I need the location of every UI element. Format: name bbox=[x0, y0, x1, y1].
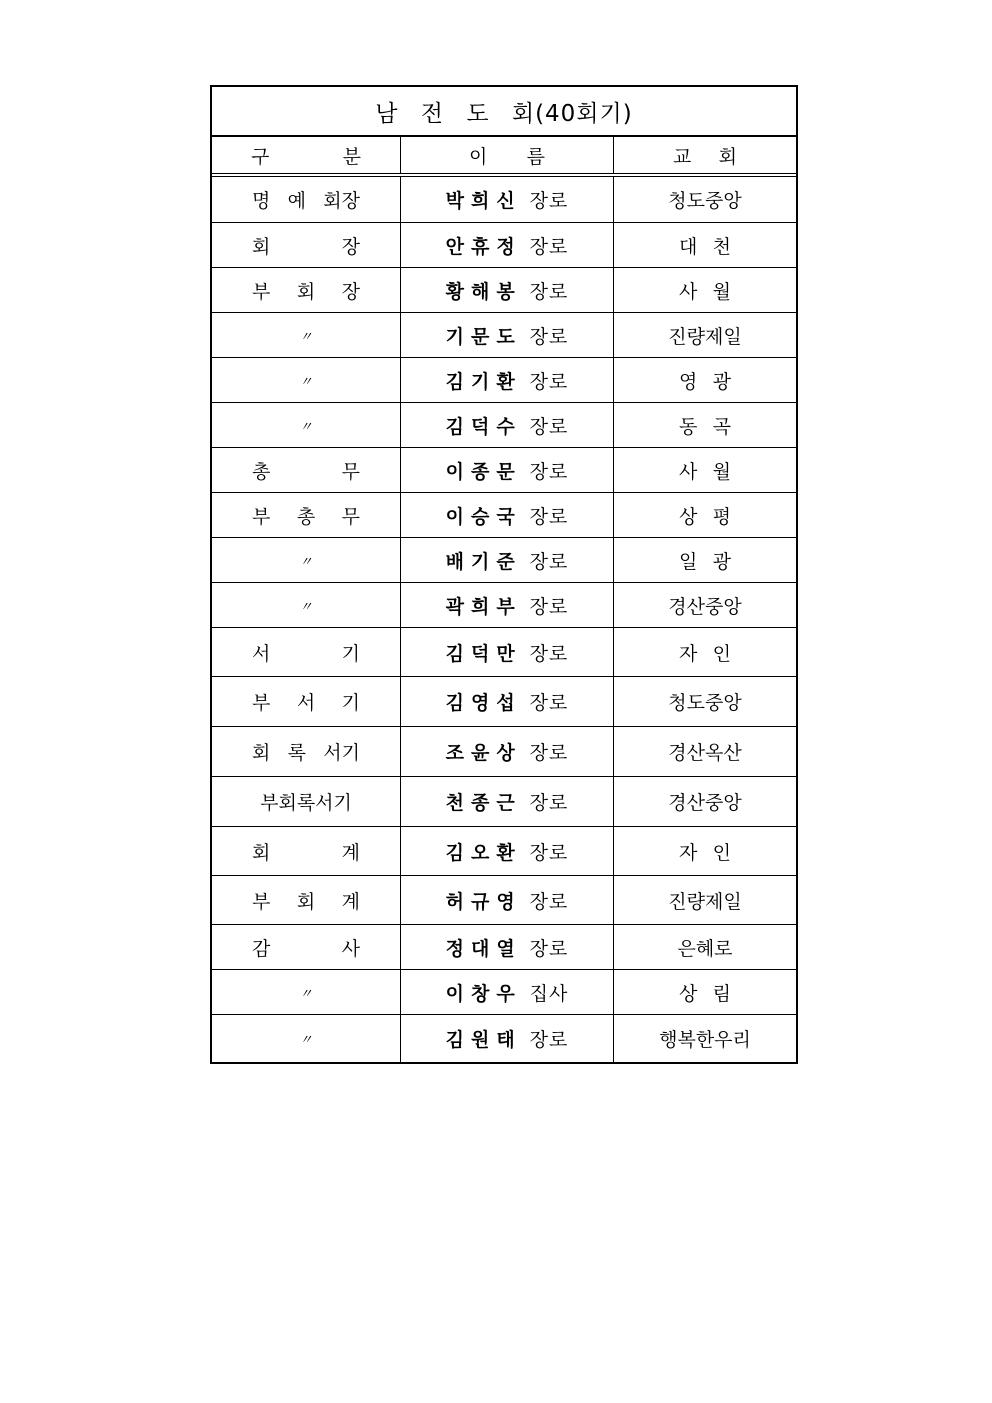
name-cell bbox=[401, 628, 614, 676]
name-cell bbox=[401, 1015, 614, 1062]
role-text bbox=[252, 688, 360, 715]
table-row bbox=[212, 925, 796, 970]
name-cell bbox=[401, 268, 614, 312]
person-name: 이창우 bbox=[445, 982, 522, 1005]
person-name: 박희신 bbox=[445, 190, 522, 212]
church-name bbox=[679, 367, 731, 394]
table-row bbox=[212, 677, 796, 727]
role-cell bbox=[212, 268, 401, 312]
church-name: 행복한우리 bbox=[659, 1029, 751, 1051]
church-name: 경산중앙 bbox=[668, 792, 742, 814]
role-part: 부 bbox=[252, 890, 271, 913]
role-part: 서 bbox=[252, 642, 271, 665]
table-row bbox=[212, 448, 796, 493]
role-part: 부 bbox=[252, 505, 271, 528]
name-cell bbox=[401, 876, 614, 924]
table-title bbox=[212, 87, 796, 137]
church-rank: 장로 bbox=[529, 890, 569, 913]
role-text bbox=[252, 639, 360, 666]
person-name: 이승국 bbox=[445, 505, 522, 528]
role-part: 기 bbox=[341, 642, 360, 665]
church-name bbox=[679, 502, 731, 529]
church-char: 영 bbox=[679, 370, 698, 393]
person-name: 기문도 bbox=[445, 325, 522, 348]
church-char: 자 bbox=[679, 642, 698, 665]
church-name: 청도중앙 bbox=[668, 692, 742, 714]
table-row bbox=[212, 777, 796, 827]
church-rank: 장로 bbox=[529, 642, 569, 665]
church-rank: 장로 bbox=[529, 742, 569, 764]
role-part: 감 bbox=[252, 937, 271, 960]
church-char: 상 bbox=[679, 982, 698, 1005]
table-body bbox=[212, 177, 796, 1062]
church-rank: 장로 bbox=[529, 190, 569, 212]
role-part: 총 bbox=[296, 505, 316, 528]
church-char: 곡 bbox=[712, 415, 731, 438]
person-name: 정대열 bbox=[445, 937, 522, 960]
church-name bbox=[679, 639, 731, 666]
role-cell bbox=[212, 777, 401, 826]
role-cell bbox=[212, 403, 401, 447]
church-name bbox=[679, 457, 731, 484]
church-cell bbox=[614, 727, 796, 776]
name-cell bbox=[401, 777, 614, 826]
table-row bbox=[212, 727, 796, 777]
person-name: 곽희부 bbox=[445, 595, 522, 618]
person-name: 김덕만 bbox=[445, 642, 522, 665]
person-name: 조윤상 bbox=[445, 742, 522, 764]
ditto-mark: 〃 bbox=[299, 419, 313, 435]
church-cell bbox=[614, 925, 796, 969]
church-rank: 장로 bbox=[529, 505, 569, 528]
church-char: 천 bbox=[712, 235, 731, 258]
name-cell bbox=[401, 538, 614, 582]
header-name-char: 름 bbox=[526, 145, 545, 168]
church-rank: 장로 bbox=[529, 370, 569, 393]
church-cell bbox=[614, 177, 796, 222]
role-part: 회 bbox=[296, 890, 316, 913]
church-cell bbox=[614, 970, 796, 1014]
table-row bbox=[212, 177, 796, 223]
church-cell bbox=[614, 827, 796, 875]
role-cell bbox=[212, 1015, 401, 1062]
church-cell bbox=[614, 448, 796, 492]
church-rank: 장로 bbox=[529, 841, 569, 864]
ditto-mark: 〃 bbox=[299, 986, 313, 1002]
church-cell bbox=[614, 777, 796, 826]
role-cell bbox=[212, 727, 401, 776]
church-rank: 장로 bbox=[529, 792, 569, 814]
person-name: 이종문 bbox=[445, 460, 522, 483]
role-cell bbox=[212, 677, 401, 726]
church-cell bbox=[614, 677, 796, 726]
ditto-mark: 〃 bbox=[299, 1033, 313, 1048]
church-char: 광 bbox=[712, 370, 731, 393]
name-cell bbox=[401, 925, 614, 969]
role-cell bbox=[212, 448, 401, 492]
table-row bbox=[212, 493, 796, 538]
role-part: 예 bbox=[287, 190, 306, 212]
role-part: 기 bbox=[341, 692, 360, 714]
role-part: 계 bbox=[341, 841, 360, 864]
name-cell bbox=[401, 727, 614, 776]
table-row bbox=[212, 1015, 796, 1062]
name-cell bbox=[401, 358, 614, 402]
name-cell bbox=[401, 493, 614, 537]
role-cell bbox=[212, 358, 401, 402]
church-name: 청도중앙 bbox=[668, 190, 742, 212]
church-char: 평 bbox=[712, 505, 731, 528]
role-part: 회 bbox=[252, 841, 271, 864]
role-part: 회 bbox=[296, 280, 316, 303]
table-row bbox=[212, 223, 796, 268]
role-part: 서기 bbox=[323, 742, 360, 764]
role-text bbox=[252, 838, 360, 865]
church-cell bbox=[614, 538, 796, 582]
role-cell bbox=[212, 313, 401, 357]
church-cell bbox=[614, 583, 796, 627]
role-text bbox=[252, 502, 360, 529]
person-name: 김영섭 bbox=[445, 692, 522, 714]
church-char: 동 bbox=[679, 415, 698, 438]
role-text bbox=[252, 186, 360, 213]
role-part: 회 bbox=[252, 235, 271, 258]
role-part: 부 bbox=[252, 280, 271, 303]
church-cell bbox=[614, 313, 796, 357]
header-role-char: 구 bbox=[251, 145, 270, 168]
role-part: 무 bbox=[341, 505, 360, 528]
church-rank: 장로 bbox=[529, 692, 569, 714]
role-cell bbox=[212, 970, 401, 1014]
table-row bbox=[212, 313, 796, 358]
role-part: 명 bbox=[252, 190, 271, 212]
role-cell bbox=[212, 538, 401, 582]
role-text bbox=[252, 934, 360, 961]
role-text bbox=[252, 277, 360, 304]
church-char: 광 bbox=[712, 550, 731, 573]
church-char: 자 bbox=[679, 841, 698, 864]
church-name: 경산중앙 bbox=[668, 595, 742, 618]
header-church-char: 회 bbox=[718, 145, 737, 168]
title-text: 남 전 도 회(40회기) bbox=[375, 100, 633, 127]
church-cell bbox=[614, 1015, 796, 1062]
role-text bbox=[252, 457, 360, 484]
person-name: 허규영 bbox=[445, 890, 522, 913]
church-char: 상 bbox=[679, 505, 698, 528]
church-cell bbox=[614, 876, 796, 924]
header-role bbox=[212, 137, 401, 173]
table-row bbox=[212, 628, 796, 677]
role-part: 회장 bbox=[323, 190, 360, 212]
church-cell bbox=[614, 223, 796, 267]
role-cell bbox=[212, 827, 401, 875]
church-cell bbox=[614, 268, 796, 312]
role-part: 장 bbox=[341, 280, 360, 303]
header-church bbox=[614, 137, 796, 173]
church-rank: 장로 bbox=[529, 1029, 569, 1051]
ditto-mark: 〃 bbox=[299, 374, 313, 390]
church-name: 은혜로 bbox=[677, 937, 733, 960]
ditto-mark: 〃 bbox=[299, 599, 313, 615]
name-cell bbox=[401, 313, 614, 357]
church-name bbox=[679, 232, 731, 259]
person-name: 김기환 bbox=[445, 370, 522, 393]
header-row bbox=[212, 137, 796, 177]
role-part: 록 bbox=[287, 742, 306, 764]
role-part: 서 bbox=[296, 692, 316, 714]
table-row bbox=[212, 970, 796, 1015]
church-char: 대 bbox=[679, 235, 698, 258]
person-name: 김오환 bbox=[445, 841, 522, 864]
name-cell bbox=[401, 223, 614, 267]
church-cell bbox=[614, 403, 796, 447]
ditto-mark: 〃 bbox=[299, 554, 313, 570]
person-name: 황해봉 bbox=[445, 280, 522, 303]
church-rank: 장로 bbox=[529, 595, 569, 618]
church-rank: 장로 bbox=[529, 415, 569, 438]
name-cell bbox=[401, 177, 614, 222]
church-rank: 장로 bbox=[529, 460, 569, 483]
role-part: 사 bbox=[341, 937, 360, 960]
church-char: 사 bbox=[679, 280, 698, 303]
person-name: 배기준 bbox=[445, 550, 522, 573]
officer-roster-table bbox=[210, 85, 798, 1064]
header-role-char: 분 bbox=[342, 145, 361, 168]
role-cell bbox=[212, 628, 401, 676]
church-char: 인 bbox=[712, 642, 731, 665]
church-name bbox=[679, 838, 731, 865]
role-part: 총 bbox=[252, 460, 271, 483]
ditto-mark: 〃 bbox=[299, 329, 313, 345]
church-rank: 장로 bbox=[529, 937, 569, 960]
church-char: 월 bbox=[712, 280, 731, 303]
table-row bbox=[212, 358, 796, 403]
role-text: 부회록서기 bbox=[260, 792, 352, 814]
role-cell bbox=[212, 583, 401, 627]
role-part: 계 bbox=[341, 890, 360, 913]
header-name bbox=[401, 137, 614, 173]
role-part: 장 bbox=[341, 235, 360, 258]
church-rank: 장로 bbox=[529, 550, 569, 573]
church-cell bbox=[614, 628, 796, 676]
person-name: 김덕수 bbox=[445, 415, 522, 438]
role-cell bbox=[212, 177, 401, 222]
role-part: 부 bbox=[252, 692, 271, 714]
church-name bbox=[679, 979, 731, 1006]
table-row bbox=[212, 538, 796, 583]
name-cell bbox=[401, 677, 614, 726]
church-cell bbox=[614, 358, 796, 402]
name-cell bbox=[401, 448, 614, 492]
role-cell bbox=[212, 493, 401, 537]
role-cell bbox=[212, 876, 401, 924]
church-char: 월 bbox=[712, 460, 731, 483]
church-name: 경산옥산 bbox=[668, 742, 742, 764]
church-char: 인 bbox=[712, 841, 731, 864]
church-name: 진량제일 bbox=[668, 325, 742, 348]
church-name bbox=[679, 277, 731, 304]
church-name bbox=[679, 412, 731, 439]
person-name: 천종근 bbox=[445, 792, 522, 814]
name-cell bbox=[401, 827, 614, 875]
name-cell bbox=[401, 970, 614, 1014]
role-part: 무 bbox=[341, 460, 360, 483]
church-char: 사 bbox=[679, 460, 698, 483]
church-cell bbox=[614, 493, 796, 537]
church-rank: 장로 bbox=[529, 325, 569, 348]
role-part: 회 bbox=[252, 742, 271, 764]
name-cell bbox=[401, 403, 614, 447]
table-row bbox=[212, 268, 796, 313]
church-char: 림 bbox=[712, 982, 731, 1005]
role-text bbox=[252, 887, 360, 914]
role-text bbox=[252, 232, 360, 259]
table-row bbox=[212, 876, 796, 925]
role-text bbox=[252, 738, 360, 765]
name-cell bbox=[401, 583, 614, 627]
person-name: 김원태 bbox=[445, 1029, 522, 1051]
church-char: 일 bbox=[679, 550, 698, 573]
header-church-char: 교 bbox=[673, 145, 692, 168]
table-row bbox=[212, 583, 796, 628]
church-rank: 집사 bbox=[529, 982, 569, 1005]
person-name: 안휴정 bbox=[445, 235, 522, 258]
header-name-char: 이 bbox=[469, 145, 488, 168]
church-rank: 장로 bbox=[529, 280, 569, 303]
role-cell bbox=[212, 223, 401, 267]
role-cell bbox=[212, 925, 401, 969]
church-rank: 장로 bbox=[529, 235, 569, 258]
table-row bbox=[212, 403, 796, 448]
church-name: 진량제일 bbox=[668, 890, 742, 913]
church-name bbox=[679, 547, 731, 574]
table-row bbox=[212, 827, 796, 876]
